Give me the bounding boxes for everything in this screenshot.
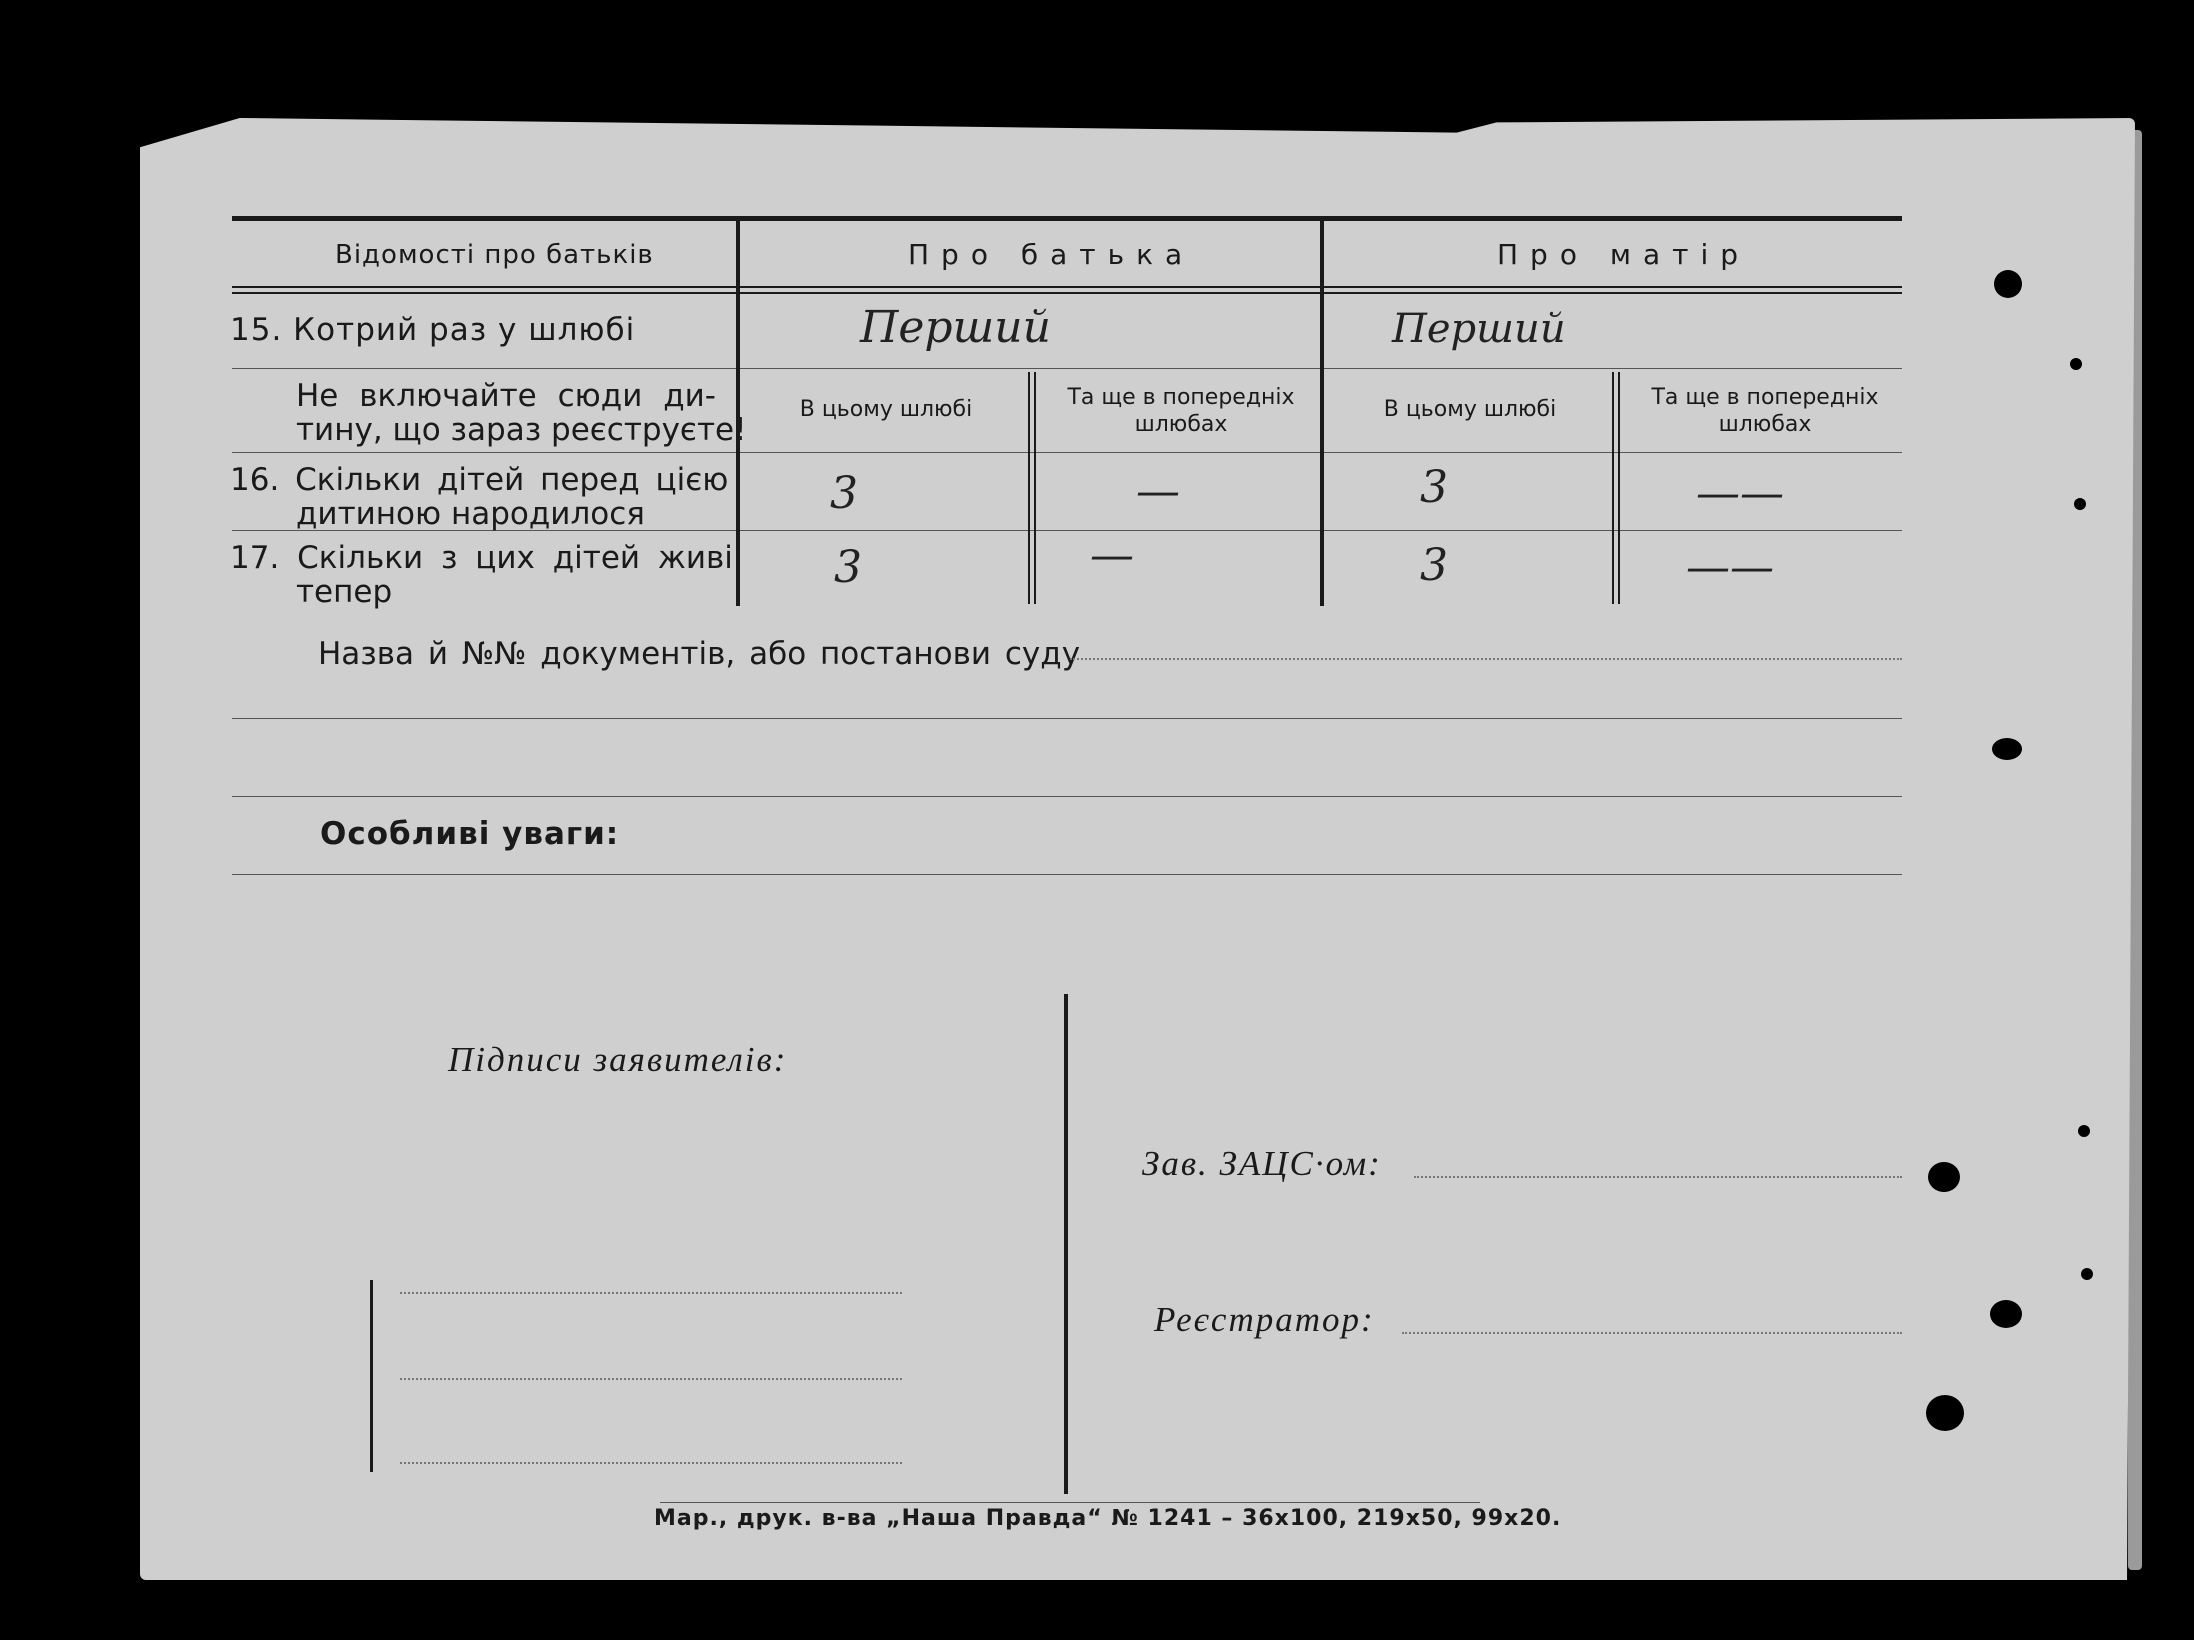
punch-hole <box>2081 1268 2093 1280</box>
row16-mother-prev: —— <box>1696 468 1784 519</box>
registrar-label: Реєстратор: <box>1154 1300 1375 1339</box>
column-divider <box>1618 372 1620 604</box>
mother-previous-marriages-header: Та ще в попередніх шлюбах <box>1651 385 1879 437</box>
punch-hole <box>1990 1300 2022 1328</box>
row15-mother-value: Перший <box>1392 306 1566 352</box>
header-parents-info: Відомості про батьків <box>335 240 654 270</box>
row17-mother-this: 3 <box>1420 540 1448 591</box>
punch-hole <box>1992 738 2022 760</box>
documents-label: Назва й №№ документів, або постанови суду <box>318 636 1081 672</box>
mother-this-marriage-header: В цьому шлюбі <box>1383 397 1557 422</box>
applicants-signatures-label: Підписи заявителів: <box>448 1040 788 1079</box>
documents-fill-line <box>1070 658 1902 660</box>
documents-rule <box>232 718 1902 719</box>
row-rule <box>232 368 1902 369</box>
column-divider <box>1612 372 1614 604</box>
header-father: Про батька <box>908 238 1195 271</box>
row17-label-line2: тепер <box>296 574 393 610</box>
signature-line <box>400 1292 902 1294</box>
punch-hole <box>2078 1125 2090 1137</box>
note-line2: тину, що зараз реєструєте! <box>296 412 747 448</box>
printer-imprint: Мар., друк. в-ва „Наша Правда“ № 1241 – 36x100, 219x50, 99x20. <box>654 1506 1562 1531</box>
registrar-line <box>1402 1332 1902 1334</box>
signature-line <box>400 1462 902 1464</box>
father-previous-marriages-header: Та ще в попередніх шлюбах <box>1067 385 1295 437</box>
row16-label-line2: дитиною народилося <box>296 496 645 532</box>
table-top-rule <box>232 216 1902 221</box>
row15-label: 15. Котрий раз у шлюбі <box>230 312 636 348</box>
row16-father-this: 3 <box>830 468 858 519</box>
father-this-marriage-header: В цьому шлюбі <box>799 397 973 422</box>
row17-father-prev: — <box>1090 530 1134 581</box>
documents-rule <box>232 796 1902 797</box>
punch-hole <box>1928 1162 1960 1192</box>
column-divider <box>1034 372 1036 604</box>
row16-mother-this: 3 <box>1420 462 1448 513</box>
remarks-label: Особливі уваги: <box>320 816 620 852</box>
row17-father-this: 3 <box>834 542 862 593</box>
header-mother: Про матір <box>1497 238 1751 271</box>
punch-hole <box>2070 358 2082 370</box>
header-rule <box>232 292 1902 294</box>
signature-divider <box>1064 994 1068 1494</box>
row15-father-value: Перший <box>860 302 1051 353</box>
punch-hole <box>2074 498 2086 510</box>
head-of-registry-label: Зав. ЗАЦС·ом: <box>1142 1144 1382 1183</box>
note-line1: Не включайте сюди ди- <box>296 378 716 414</box>
head-of-registry-line <box>1414 1176 1902 1178</box>
row17-label-line1: 17. Скільки з цих дітей живі <box>230 540 733 576</box>
row-rule <box>232 452 1902 453</box>
signature-line <box>400 1378 902 1380</box>
header-rule <box>232 286 1902 288</box>
punch-hole <box>1926 1395 1964 1431</box>
row16-label-line1: 16. Скільки дітей перед цією <box>230 462 729 498</box>
footer-rule <box>660 1502 1480 1503</box>
signature-bracket <box>370 1280 373 1472</box>
column-divider <box>1320 220 1324 606</box>
row17-mother-prev: —— <box>1686 542 1774 593</box>
remarks-rule <box>232 874 1902 875</box>
column-divider <box>1028 372 1030 604</box>
punch-hole <box>1994 270 2022 298</box>
row16-father-prev: — <box>1136 466 1180 517</box>
